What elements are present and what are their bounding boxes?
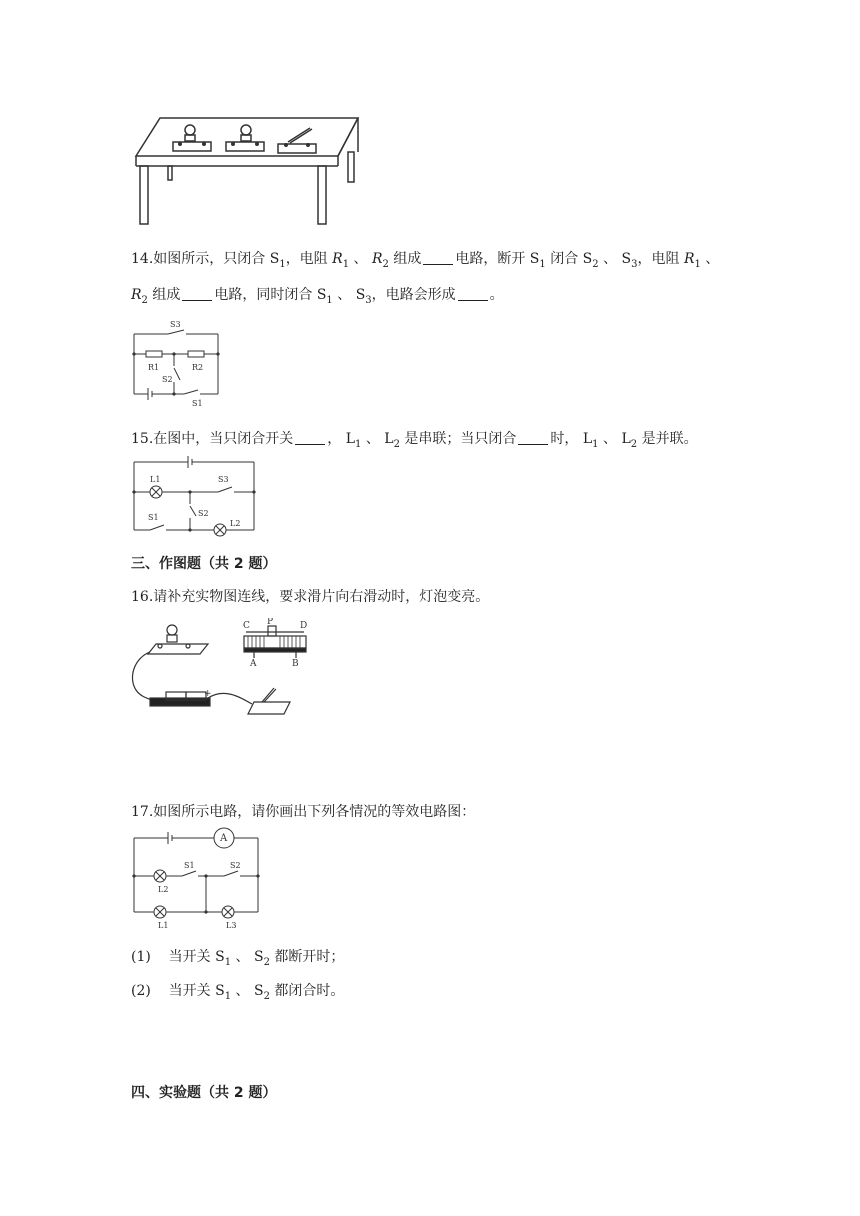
terminal-a-label: A [250,659,257,669]
q17-sub1: (1) 当开关 $S_1$ 、 $S_2$ 都断开时； [131,949,345,968]
q16-apparatus-figure [128,618,318,718]
s3-label: S3 [170,320,181,329]
l1-label: L1 [158,921,169,930]
l2-label: L2 [158,885,169,894]
resistor-symbol: R [332,251,343,267]
l2-label: L2 [230,519,241,528]
q17-sub2: (2) 当开关 $S_1$ 、 $S_2$ 都闭合时。 [131,983,345,1002]
ammeter-icon: A [220,833,228,844]
s2-label: S2 [230,861,241,870]
q17-text: 17.如图所示电路，请你画出下列各情况的等效电路图： [131,804,476,820]
section-heading: 三、作图题（共 2 题） [131,556,277,572]
s3-label: S3 [218,475,229,484]
q14-circuit-diagram [128,316,228,408]
terminal-c-label: C [243,621,250,631]
battery-plus-label: + [204,689,212,699]
s1-label: S1 [148,513,159,522]
section-heading: 四、实验题（共 2 题） [131,1085,277,1101]
resistor-symbol: R [371,251,383,267]
terminal-b-label: B [292,659,299,669]
s1-label: S1 [184,861,195,870]
q15-circuit-diagram [128,452,260,538]
lamp-symbol: L [345,431,356,447]
q14-line2: $R_2$ 组成 电路，同时闭合 $S_1$ 、 $S_3$，电路会形成 。 [131,287,504,306]
s1-label: S1 [192,399,203,408]
terminal-d-label: D [300,621,308,631]
q16-text: 16.请补充实物图连线，要求滑片向右滑动时，灯泡变亮。 [131,589,490,605]
answer-blank[interactable] [458,288,488,301]
q15-line: 15.在图中，当只闭合开关 ， $L_1$ 、 $L_2$ 是串联；当只闭合 时， $L_1$ 、 $L_2$ 是并联。 [131,431,698,450]
q14-text: 14.如图所示，只闭合 [131,251,266,267]
r2-label: R2 [192,363,204,372]
l1-label: L1 [150,475,161,484]
answer-blank[interactable] [518,432,548,445]
q14-line1: 14.如图所示，只闭合 $S_1$，电阻 $R_1$ 、 $R_2$ 组成 电路，断开 $S_1$ 闭合 $S_2$ 、 $S_3$，电阻 $R_1$ 、 [131,251,720,270]
q17-circuit-diagram [128,826,264,934]
terminal-p-label: P [267,618,274,627]
r1-label: R1 [148,363,160,372]
table-apparatus-figure [128,112,368,228]
switch-symbol: S [269,251,280,267]
s2-label: S2 [162,375,173,384]
s2-label: S2 [198,509,209,518]
answer-blank[interactable] [182,288,212,301]
l3-label: L3 [226,921,237,930]
answer-blank[interactable] [423,252,453,265]
answer-blank[interactable] [295,432,325,445]
